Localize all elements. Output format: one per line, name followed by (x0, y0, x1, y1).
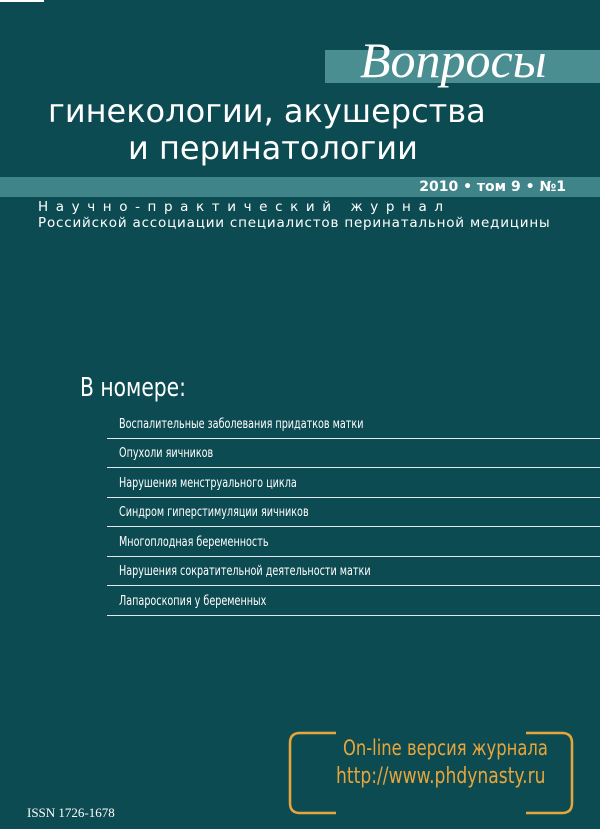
issue-info: 2010 • том 9 • №1 (419, 179, 566, 195)
contents-item (107, 468, 600, 498)
issn-number: ISSN 1726-1678 (27, 805, 115, 820)
journal-title-line-1: гинекологии, акушерства (48, 92, 486, 130)
contents-item-text: Воспалительные заболевания придатков матки (119, 416, 364, 432)
contents-item-text: Нарушения менструального цикла (119, 475, 297, 491)
journal-title-line-2: и перинатологии (128, 129, 418, 167)
contents-item-text: Лапароскопия у беременных (119, 593, 267, 609)
contents-item-text: Многоплодная беременность (119, 534, 269, 550)
issue-band (0, 177, 600, 197)
contents-item (107, 527, 600, 557)
online-version-label: On-line версия журнала (343, 736, 548, 760)
contents-item-text: Опухоли яичников (119, 446, 214, 461)
contents-item-text: Нарушения сократительной деятельности матки (119, 564, 371, 579)
journal-subtitle-line-1: Научно-практический журнал (38, 199, 451, 215)
contents-item (107, 498, 600, 528)
online-version-url[interactable]: http://www.phdynasty.ru (336, 764, 546, 789)
contents-list (107, 409, 600, 616)
contents-item (107, 586, 600, 616)
contents-item-text: Синдром гиперстимуляции яичников (119, 505, 309, 520)
contents-heading: В номере: (80, 373, 186, 403)
contents-item (107, 439, 600, 469)
corner-mark (0, 0, 44, 2)
contents-item (107, 409, 600, 439)
contents-item (107, 557, 600, 587)
journal-subtitle-line-2: Российской ассоциации специалистов перинатальной медицины (38, 215, 551, 231)
journal-title-word: Вопросы (360, 32, 547, 88)
